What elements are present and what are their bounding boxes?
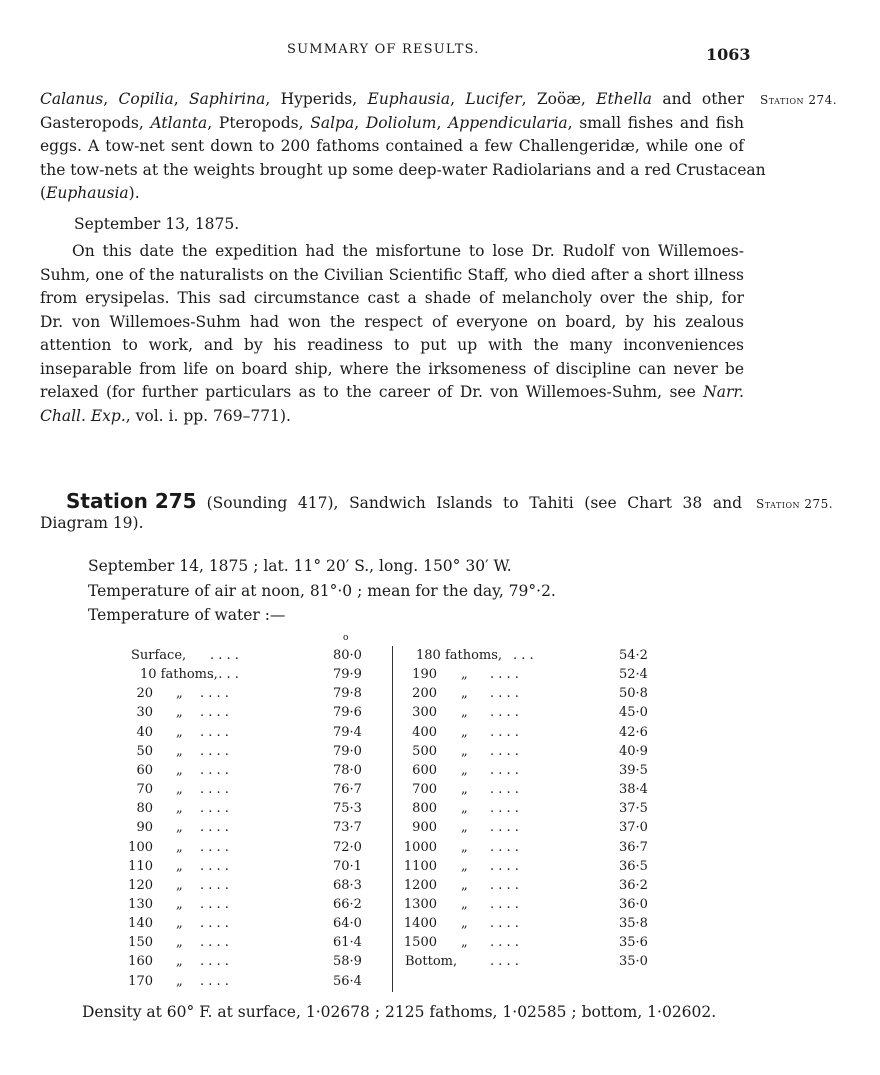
station-subtitle-cont: Diagram 19). — [40, 514, 144, 532]
temperature-cell: 36·0 — [619, 896, 648, 912]
depth-cell: 140 — [128, 916, 153, 932]
leader-dots: . . . . — [490, 858, 519, 874]
page-number: 1063 — [706, 45, 751, 64]
paragraph-line: attention to work, and by his readiness to put up with the many inconveniences — [40, 336, 744, 354]
leader-dots: . . . . — [200, 705, 229, 721]
paragraph-line: the tow-nets at the weights brought up some deep-water Radiolarians and a red Crustacean — [40, 160, 766, 179]
leader-dots: . . . . — [490, 896, 519, 912]
depth-cell: 50 — [136, 743, 153, 759]
temperature-cell: 76·7 — [333, 782, 362, 798]
depth-cell: 1500 — [403, 935, 437, 951]
ditto-mark: „ — [176, 820, 183, 836]
ditto-mark: „ — [176, 782, 183, 798]
temperature-cell: 73·7 — [333, 820, 362, 836]
ditto-mark: „ — [176, 705, 183, 721]
temperature-cell: 37·0 — [619, 820, 648, 836]
temperature-cell: 61·4 — [333, 935, 362, 951]
depth-cell: 1100 — [403, 858, 437, 874]
position-line: September 14, 1875 ; lat. 11° 20′ S., long. 150° 30′ W. — [88, 557, 512, 575]
depth-cell: 170 — [128, 973, 153, 989]
depth-cell: 80 — [136, 801, 153, 817]
leader-dots: . . . . — [200, 782, 229, 798]
ditto-mark: „ — [176, 762, 183, 778]
paragraph-line: Gasteropods, Atlanta, Pteropods, Salpa, Doliolum, Appendicularia, small fishes and fish — [40, 113, 744, 132]
margin-note-station-275: Station 275. — [756, 497, 834, 511]
temperature-cell: 40·9 — [619, 743, 648, 759]
ditto-mark: „ — [461, 896, 468, 912]
temperature-cell: 45·0 — [619, 705, 648, 721]
degree-mark: o — [343, 633, 349, 643]
ditto-mark: „ — [176, 935, 183, 951]
depth-cell: Bottom, — [405, 954, 458, 970]
depth-cell: 30 — [136, 705, 153, 721]
temperature-cell: 64·0 — [333, 916, 362, 932]
temperature-cell: 79·9 — [333, 667, 362, 683]
depth-cell: 150 — [128, 935, 153, 951]
leader-dots: . . . . — [490, 935, 519, 951]
leader-dots: . . . . — [200, 877, 229, 893]
temperature-cell: 35·0 — [619, 954, 648, 970]
depth-cell: 300 — [412, 705, 437, 721]
date-heading: September 13, 1875. — [74, 215, 240, 233]
ditto-mark: „ — [461, 935, 468, 951]
depth-cell: 1200 — [403, 877, 437, 893]
leader-dots: . . . . — [200, 935, 229, 951]
ditto-mark: „ — [176, 877, 183, 893]
depth-cell: 500 — [412, 743, 437, 759]
leader-dots: . . . . — [200, 743, 229, 759]
leader-dots: . . . . — [210, 648, 239, 663]
station-subtitle: (Sounding 417), Sandwich Islands to Tahiti (see Chart 38 and — [206, 494, 742, 512]
ditto-mark: „ — [461, 782, 468, 798]
leader-dots: . . . . — [200, 839, 229, 855]
depth-cell: 1400 — [403, 916, 437, 932]
depth-cell: Surface, — [131, 648, 187, 663]
leader-dots: . . . . — [200, 896, 229, 912]
depth-cell: 130 — [128, 896, 153, 912]
ditto-mark: „ — [176, 916, 183, 932]
depth-cell: 800 — [412, 801, 437, 817]
temperature-cell: 42·6 — [619, 724, 648, 740]
temperature-cell: 79·4 — [333, 724, 362, 740]
leader-dots: . . . . — [200, 973, 229, 989]
leader-dots: . . . . — [490, 954, 519, 970]
leader-dots: . . . . — [490, 743, 519, 759]
depth-cell: 700 — [412, 782, 437, 798]
depth-cell: 40 — [136, 724, 153, 740]
paragraph-line: (Euphausia). — [40, 184, 140, 202]
ditto-mark: „ — [176, 686, 183, 702]
depth-cell: 1000 — [403, 839, 437, 855]
depth-cell: 160 — [128, 954, 153, 970]
station-title: Station 275 — [66, 489, 197, 513]
leader-dots: . . . . — [490, 877, 519, 893]
density-line: Density at 60° F. at surface, 1·02678 ; 2125 fathoms, 1·02585 ; bottom, 1·02602. — [82, 1003, 717, 1021]
leader-dots: . . . . — [200, 801, 229, 817]
ditto-mark: „ — [176, 954, 183, 970]
leader-dots: . . . . — [490, 762, 519, 778]
leader-dots: . . . . — [200, 916, 229, 932]
leader-dots: . . . . — [490, 667, 519, 683]
leader-dots: . . . . — [490, 820, 519, 836]
ditto-mark: „ — [176, 839, 183, 855]
margin-note-station-274: Station 274. — [760, 93, 838, 107]
running-header-title: SUMMARY OF RESULTS. — [287, 42, 480, 57]
depth-cell: 20 — [136, 686, 153, 702]
temperature-cell: 36·2 — [619, 877, 648, 893]
depth-cell: 600 — [412, 762, 437, 778]
ditto-mark: „ — [461, 724, 468, 740]
leader-dots: . . . . — [490, 782, 519, 798]
leader-dots: . . . . — [490, 801, 519, 817]
depth-cell: 200 — [412, 686, 437, 702]
depth-cell: 1300 — [403, 896, 437, 912]
depth-cell: 60 — [136, 762, 153, 778]
paragraph-line: Chall. Exp., vol. i. pp. 769–771). — [40, 406, 291, 425]
depth-cell: 100 — [128, 839, 153, 855]
depth-cell: 120 — [128, 877, 153, 893]
paragraph-willemoes-suhm — [40, 240, 744, 428]
temperature-cell: 54·2 — [619, 648, 648, 663]
ditto-mark: „ — [461, 820, 468, 836]
station-heading — [66, 489, 742, 513]
leader-dots: . . . . — [200, 954, 229, 970]
ditto-mark: „ — [461, 839, 468, 855]
ditto-mark: „ — [461, 801, 468, 817]
temperature-cell: 68·3 — [333, 877, 362, 893]
temperature-cell: 52·4 — [619, 667, 648, 683]
temperature-cell: 72·0 — [333, 839, 362, 855]
water-temperature-label: Temperature of water :— — [88, 606, 286, 624]
ditto-mark: „ — [176, 973, 183, 989]
temperature-cell: 79·6 — [333, 705, 362, 721]
depth-cell: 110 — [128, 858, 153, 874]
leader-dots: . . . . — [210, 667, 239, 683]
temperature-cell: 58·9 — [333, 954, 362, 970]
paragraph-line: On this date the expedition had the misfortune to lose Dr. Rudolf von Willemoes- — [72, 242, 744, 260]
ditto-mark: „ — [461, 877, 468, 893]
leader-dots: . . . . — [490, 916, 519, 932]
leader-dots: . . . . — [200, 762, 229, 778]
temperature-cell: 66·2 — [333, 896, 362, 912]
leader-dots: . . . . — [200, 820, 229, 836]
temperature-cell: 36·7 — [619, 839, 648, 855]
leader-dots: . . . . — [490, 705, 519, 721]
temperature-cell: 78·0 — [333, 762, 362, 778]
ditto-mark: „ — [461, 667, 468, 683]
leader-dots: . . . . — [490, 686, 519, 702]
leader-dots: . . . . — [200, 858, 229, 874]
depth-cell: 900 — [412, 820, 437, 836]
ditto-mark: „ — [176, 801, 183, 817]
ditto-mark: „ — [461, 858, 468, 874]
temperature-cell: 79·8 — [333, 686, 362, 702]
ditto-mark: „ — [176, 896, 183, 912]
paragraph-line: relaxed (for further particulars as to the career of Dr. von Willemoes-Suhm, see Narr. — [40, 383, 744, 401]
depth-cell: 70 — [136, 782, 153, 798]
leader-dots: . . . . — [490, 839, 519, 855]
depth-cell: 180 fathoms, — [416, 648, 503, 663]
temperature-cell: 38·4 — [619, 782, 648, 798]
temperature-cell: 75·3 — [333, 801, 362, 817]
paragraph-line: Suhm, one of the naturalists on the Civilian Scientific Staff, who died after a short illness — [40, 265, 744, 284]
ditto-mark: „ — [461, 686, 468, 702]
ditto-mark: „ — [461, 762, 468, 778]
ditto-mark: „ — [461, 705, 468, 721]
temperature-cell: 80·0 — [333, 648, 362, 663]
paragraph-line: Dr. von Willemoes-Suhm had won the respect of everyone on board, by his zealous — [40, 312, 744, 331]
ditto-mark: „ — [176, 743, 183, 759]
paragraph-line: Calanus, Copilia, Saphirina, Hyperids, Euphausia, Lucifer, Zoöæ, Ethella and other — [40, 90, 744, 108]
depth-cell: 190 — [412, 667, 437, 683]
air-temperature-line: Temperature of air at noon, 81°·0 ; mean for the day, 79°·2. — [88, 582, 556, 600]
paragraph-line: eggs. A tow-net sent down to 200 fathoms contained a few Challengeridæ, while one of — [40, 137, 744, 155]
ditto-mark: „ — [461, 743, 468, 759]
ditto-mark: „ — [176, 724, 183, 740]
temperature-cell: 70·1 — [333, 858, 362, 874]
leader-dots: . . . — [513, 648, 534, 663]
temperature-cell: 56·4 — [333, 973, 362, 989]
ditto-mark: „ — [176, 858, 183, 874]
temperature-cell: 37·5 — [619, 801, 648, 817]
paragraph-plankton — [40, 88, 766, 206]
paragraph-line: from erysipelas. This sad circumstance cast a shade of melancholy over the ship, for — [40, 289, 744, 307]
paragraph-line: inseparable from life on board ship, where the irksomeness of discipline can never be — [40, 359, 744, 378]
temperature-cell: 39·5 — [619, 762, 648, 778]
leader-dots: . . . . — [200, 724, 229, 740]
ditto-mark: „ — [461, 916, 468, 932]
leader-dots: . . . . — [490, 724, 519, 740]
leader-dots: . . . . — [200, 686, 229, 702]
depth-cell: 90 — [136, 820, 153, 836]
depth-cell: 400 — [412, 724, 437, 740]
temperature-cell: 79·0 — [333, 743, 362, 759]
temperature-cell: 35·8 — [619, 916, 648, 932]
temperature-cell: 35·6 — [619, 935, 648, 951]
depth-cell: 10 fathoms, — [140, 667, 218, 683]
temperature-cell: 36·5 — [619, 858, 648, 874]
temperature-cell: 50·8 — [619, 686, 648, 702]
